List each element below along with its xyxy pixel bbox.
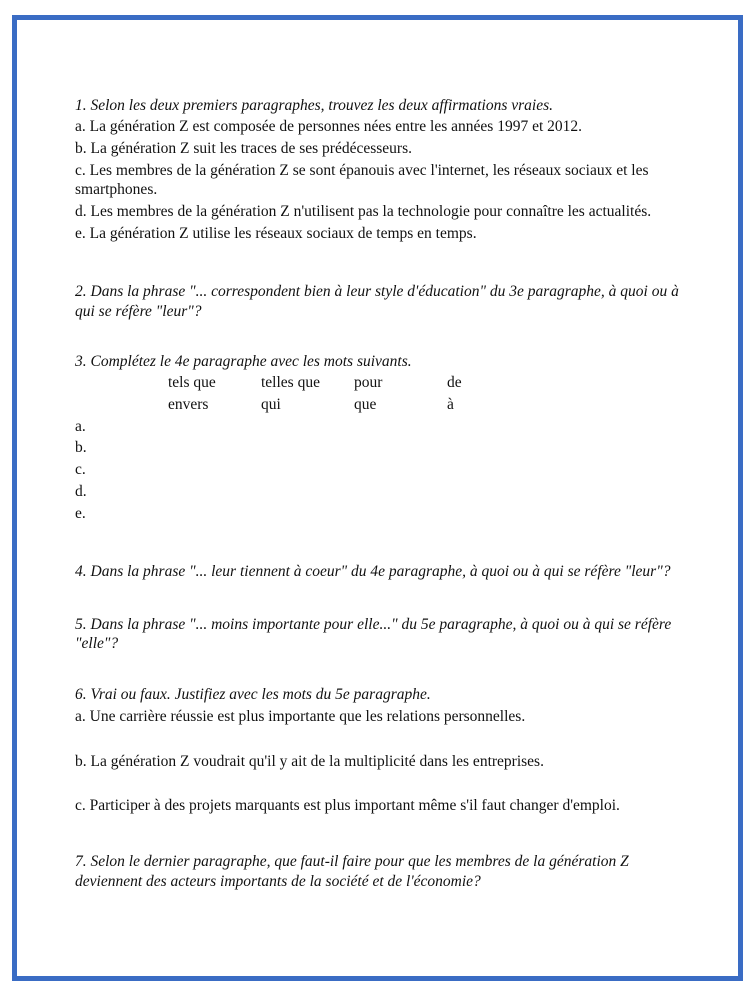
question-5-prompt-wrap: "elle"?: [75, 635, 119, 652]
question-7-prompt-wrap: deviennent des acteurs importants de la société et de l'économie?: [75, 873, 481, 890]
word-bank-item: de: [447, 374, 462, 391]
question-5-prompt: 5. Dans la phrase "... moins importante pour elle..." du 5e paragraphe, à quoi ou à qui se réfère: [75, 616, 672, 633]
question-3-prompt: 3. Complétez le 4e paragraphe avec les mots suivants.: [75, 353, 412, 370]
question-6-statement-b: b. La génération Z voudrait qu'il y ait de la multiplicité dans les entreprises.: [75, 753, 544, 770]
question-7-prompt: 7. Selon le dernier paragraphe, que faut-il faire pour que les membres de la génération Z: [75, 853, 629, 870]
word-bank-item: que: [354, 396, 377, 413]
question-4-prompt: 4. Dans la phrase "... leur tiennent à coeur" du 4e paragraphe, à quoi ou à qui se réfère "leur"?: [75, 563, 671, 580]
word-bank-item: pour: [354, 374, 383, 391]
question-1-option-c: c. Les membres de la génération Z se sont épanouis avec l'internet, les réseaux sociaux et les: [75, 162, 649, 179]
word-bank-item: telles que: [261, 374, 320, 391]
question-1-option-d: d. Les membres de la génération Z n'utilisent pas la technologie pour connaître les actualités.: [75, 203, 652, 220]
question-2-prompt: 2. Dans la phrase "... correspondent bien à leur style d'éducation" du 3e paragraphe, à quoi ou à: [75, 283, 679, 300]
word-bank-item: envers: [168, 396, 209, 413]
word-bank-item: à: [447, 396, 454, 413]
blank-d: d.: [75, 483, 87, 500]
question-1-option-c-wrap: smartphones.: [75, 181, 158, 198]
word-bank-item: tels que: [168, 374, 216, 391]
question-6-prompt: 6. Vrai ou faux. Justifiez avec les mots du 5e paragraphe.: [75, 686, 431, 703]
word-bank-item: qui: [261, 396, 281, 413]
question-1-option-a: a. La génération Z est composée de personnes nées entre les années 1997 et 2012.: [75, 118, 583, 135]
question-6-statement-c: c. Participer à des projets marquants est plus important même s'il faut changer d'emploi.: [75, 797, 620, 814]
blank-b: b.: [75, 439, 87, 456]
question-1-option-b: b. La génération Z suit les traces de ses prédécesseurs.: [75, 140, 412, 157]
page-border: [12, 15, 743, 981]
blank-a: a.: [75, 418, 86, 435]
question-1-option-e: e. La génération Z utilise les réseaux sociaux de temps en temps.: [75, 225, 477, 242]
blank-c: c.: [75, 461, 86, 478]
question-1-prompt: 1. Selon les deux premiers paragraphes, trouvez les deux affirmations vraies.: [75, 97, 553, 114]
question-6-statement-a: a. Une carrière réussie est plus importante que les relations personnelles.: [75, 708, 526, 725]
blank-e: e.: [75, 505, 86, 522]
question-2-prompt-wrap: qui se réfère "leur"?: [75, 303, 202, 320]
